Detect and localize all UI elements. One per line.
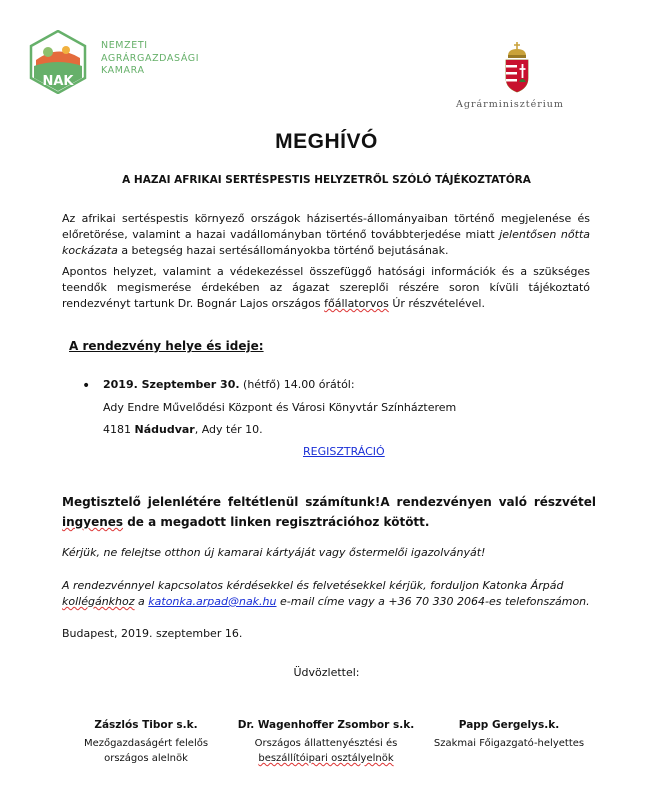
contact-text: a xyxy=(134,595,149,608)
intro-emphasis: jelentősen nőtta kockázata xyxy=(62,228,591,257)
greeting: Üdvözlettel: xyxy=(293,666,360,679)
nak-org-line: KAMARA xyxy=(101,65,145,76)
event-date-bold: 2019. Szeptember 30. xyxy=(103,378,240,391)
attendance-text: Megtisztelő jelenlétére feltétlenül számítunk!A rendezvényen való részvétel xyxy=(62,495,596,509)
page-title: MEGHÍVÓ xyxy=(275,130,378,153)
event-address xyxy=(103,423,263,436)
intro-paragraph xyxy=(62,211,590,259)
svg-text:NAK: NAK xyxy=(42,74,74,89)
signatory-title: országos alelnök xyxy=(104,753,188,764)
hungarian-crest-icon xyxy=(502,40,532,94)
intro-text: a betegség hazai sertésállományokba történő bejutásának. xyxy=(117,244,449,257)
signatory-name: Dr. Wagenhoffer Zsombor s.k. xyxy=(237,719,415,731)
email-link[interactable]: katonka.arpad@nak.hu xyxy=(148,595,277,608)
address-zip: 4181 xyxy=(103,423,135,436)
purpose-text: Úr részvételével. xyxy=(388,297,485,310)
address-rest: , Ady tér 10. xyxy=(194,423,263,436)
signatory-title: beszállítóipari osztályelnök xyxy=(258,753,394,764)
purpose-text: Apontos helyzet, valamint a védekezéssel összefüggő hatósági információk és a szükséges teendők megismerése érdekében az ágazat szereplői részére soron kívüli tájékoztató rendezvényt tartunk Dr. Bognár Lajos országos xyxy=(62,265,590,310)
bullet-icon: • xyxy=(82,378,91,394)
signatory-title: Szakmai Főigazgató-helyettes xyxy=(433,738,585,749)
purpose-paragraph xyxy=(62,264,590,312)
spellcheck-word: főállatorvos xyxy=(324,297,389,310)
signatory-title: Országos állattenyésztési és xyxy=(254,738,398,749)
intro-text: Az afrikai sertéspestis környező országok házisertés-állományaiban történő megjelenése és előretörése, valamint a hazai vadállományban történő továbbterjedése miatt xyxy=(62,212,590,241)
reminder-text: Kérjük, ne felejtse otthon új kamarai kártyáját vagy őstermelői igazolványát! xyxy=(62,546,486,559)
signatory-name: Papp Gergelys.k. xyxy=(458,719,560,731)
contact-text: e-mail címe vagy a +36 70 330 2064-es telefonszámon. xyxy=(276,595,590,608)
attendance-text: de a megadott linken regisztrációhoz kötött. xyxy=(123,515,430,529)
registration-link[interactable]: REGISZTRÁCIÓ xyxy=(303,445,385,458)
signature-block xyxy=(424,718,594,751)
attendance-paragraph xyxy=(62,492,596,532)
contact-text: A rendezvénnyel kapcsolatos kérdésekkel és felvetésekkel kérjük, forduljon Katonka Árpád xyxy=(62,579,564,592)
event-venue: Ady Endre Művelődési Központ és Városi Könyvtár Színházterem xyxy=(103,401,457,414)
signatory-name: Zászlós Tibor s.k. xyxy=(94,719,198,731)
address-city: Nádudvar xyxy=(134,423,195,436)
signature-block xyxy=(66,718,226,766)
ministry-label: Agrárminisztérium xyxy=(456,99,564,110)
nak-logo xyxy=(28,30,88,94)
section-heading: A rendezvény helye és ideje: xyxy=(69,339,264,353)
nak-org-line: AGRÁRGAZDASÁGI xyxy=(101,52,200,64)
spellcheck-word: ingyenes xyxy=(62,515,124,529)
nak-org-line: NEMZETI xyxy=(101,40,148,51)
signatory-title: Mezőgazdaságért felelős xyxy=(83,738,209,749)
signature-block xyxy=(236,718,416,766)
nak-org-name xyxy=(101,40,199,78)
spellcheck-word: kollégánkhoz xyxy=(62,595,135,608)
page-subtitle: A HAZAI AFRIKAI SERTÉSPESTIS HELYZETRŐL SZÓLÓ TÁJÉKOZTATÓRA xyxy=(122,174,531,186)
contact-paragraph xyxy=(62,578,602,610)
event-date xyxy=(103,378,355,391)
event-date-rest: (hétfő) 14.00 órától: xyxy=(239,378,355,391)
date-place: Budapest, 2019. szeptember 16. xyxy=(62,627,243,640)
